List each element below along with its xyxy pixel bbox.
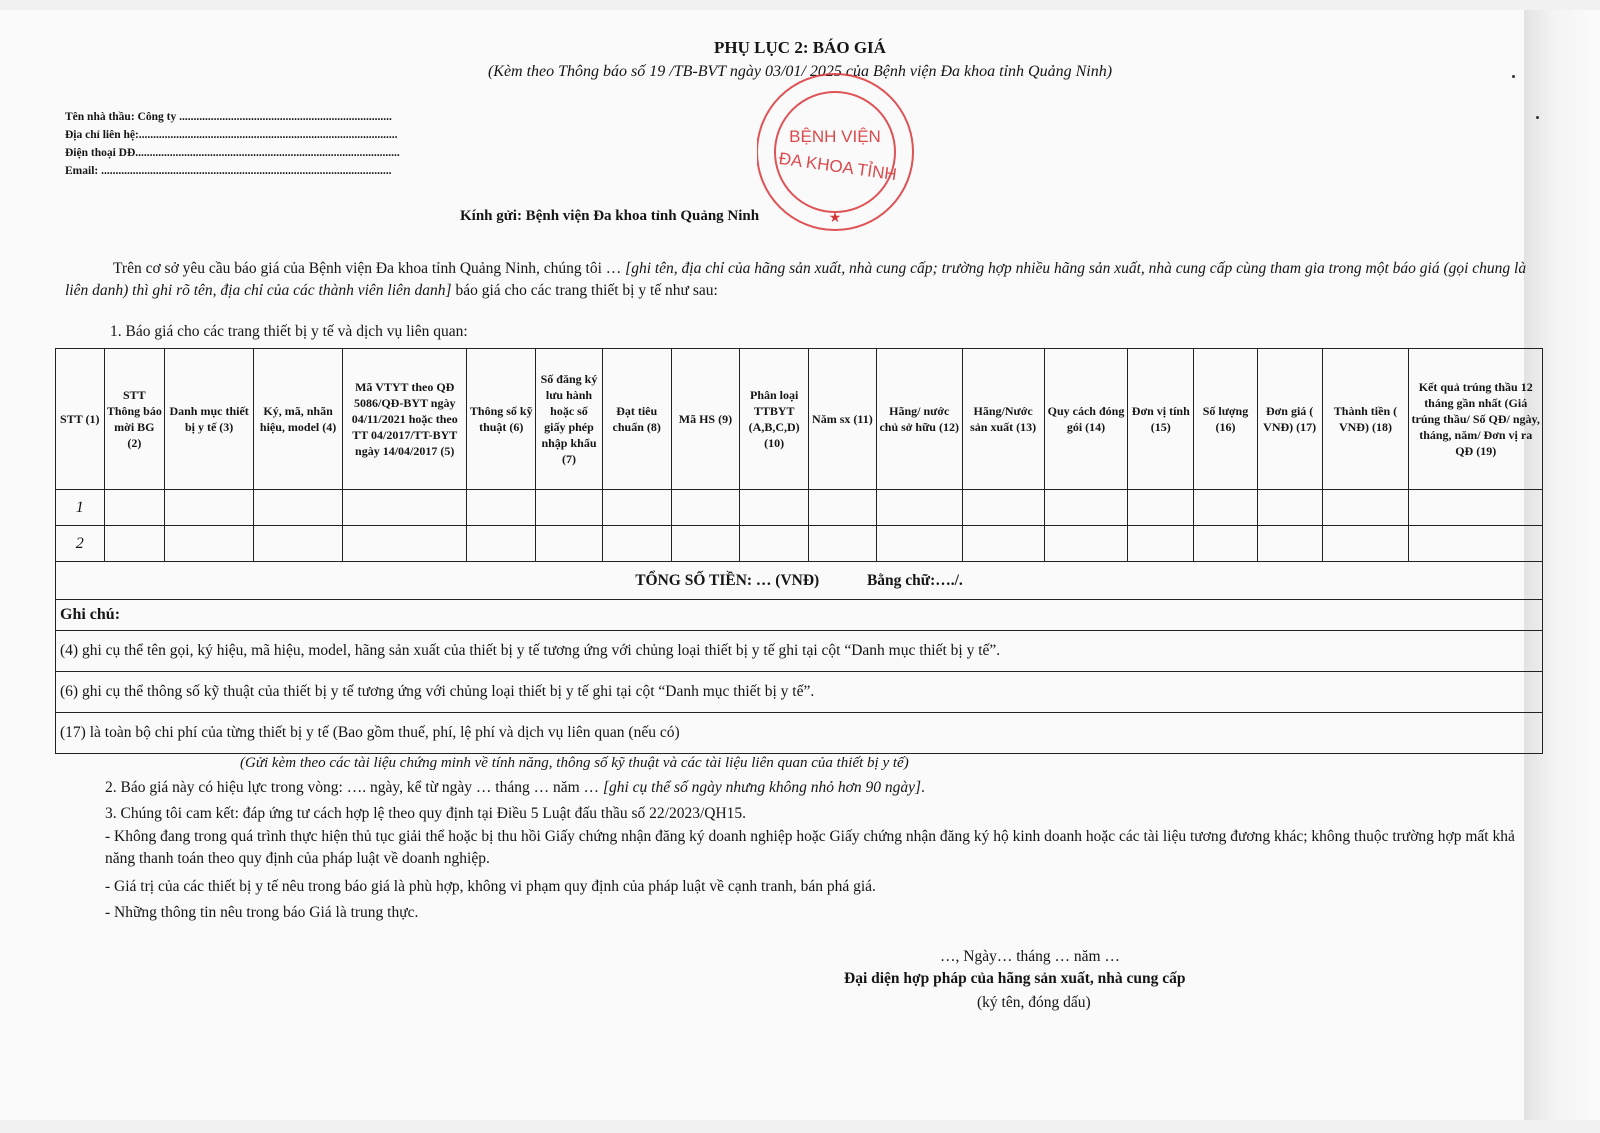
hospital-stamp <box>757 72 927 247</box>
svg-text:★: ★ <box>828 210 842 226</box>
col-header: Đơn giá ( VNĐ) (17) <box>1257 349 1322 490</box>
stamp-line-2: ĐA KHOA TỈNH <box>777 148 898 185</box>
col-header: Đơn vị tính (15) <box>1128 349 1194 490</box>
note-row <box>56 631 1543 672</box>
col-header: STT Thông báo mời BG (2) <box>104 349 165 490</box>
recipient-line: Kính gửi: Bệnh viện Đa khoa tỉnh Quảng Ninh <box>460 208 760 224</box>
col-header: Số lượng (16) <box>1194 349 1258 490</box>
signature-note: (ký tên, đóng dấu) <box>977 994 1091 1011</box>
row-number: 2 <box>56 526 105 562</box>
contractor-line: Tên nhà thầu: Công ty .......................................................................... <box>65 111 392 123</box>
col-header: Năm sx (11) <box>809 349 877 490</box>
intro-instruction: [ghi tên, địa chỉ của hãng sản xuất, nhà cung cấp; trường hợp nhiều hãng sản xuất, nhà cung cấp cùng tham gia trong một báo giá (gọi chung là liên danh) thì ghi rõ tên, địa chỉ của các thành viên liên danh] <box>65 260 1527 299</box>
total-row <box>56 562 1543 600</box>
phone-line: Điện thoại DĐ............................................................................................ <box>65 147 400 159</box>
note-row <box>56 672 1543 713</box>
scan-speck <box>1512 75 1515 78</box>
commitment-item: - Những thông tin nêu trong báo Giá là trung thực. <box>105 904 419 921</box>
note-text: (6) ghi cụ thể thông số kỹ thuật của thiết bị y tế tương ứng với chủng loại thiết bị y tế ghi tại cột “Danh mục thiết bị y tế”. <box>56 672 1543 713</box>
stamp-line-1: BỆNH VIỆN <box>789 127 881 146</box>
scan-speck <box>1536 116 1539 119</box>
email-line: Email: ..................................................................................................... <box>65 165 392 177</box>
contact-block <box>65 108 400 180</box>
total-in-words: Bằng chữ:…./. <box>866 571 963 589</box>
col-header: Ký, mã, nhãn hiệu, model (4) <box>254 349 343 490</box>
col-header: Kết quả trúng thầu 12 tháng gần nhất (Giá trúng thầu/ Số QĐ/ ngày, tháng, năm/ Đơn vị ra QĐ (19) <box>1409 349 1543 490</box>
col-header: STT (1) <box>56 349 105 490</box>
col-header: Số đăng ký lưu hành hoặc số giấy phép nhập khẩu (7) <box>536 349 603 490</box>
document-title: PHỤ LỤC 2: BÁO GIÁ <box>714 38 886 57</box>
col-header: Quy cách đóng gói (14) <box>1044 349 1128 490</box>
notes-title: Ghi chú: <box>56 600 1543 631</box>
note-text: (4) ghi cụ thể tên gọi, ký hiệu, mã hiệu, model, hãng sản xuất của thiết bị y tế tương ứng với chủng loại thiết bị y tế ghi tại cột “Danh mục thiết bị y tế”. <box>56 631 1543 672</box>
table-row <box>56 490 1543 526</box>
notes-heading-row <box>56 600 1543 631</box>
section-1-heading: 1. Báo giá cho các trang thiết bị y tế và dịch vụ liên quan: <box>110 323 468 340</box>
note-row <box>56 713 1543 754</box>
commitment-item: - Không đang trong quá trình thực hiện thủ tục giải thể hoặc bị thu hồi Giấy chứng nhận đăng ký doanh nghiệp hoặc Giấy chứng nhận đăng ký hộ kinh doanh hoặc các tài liệu tương đương khác; không thuộc trường hợp mất khả năng thanh toán theo quy định của pháp luật về doanh nghiệp. <box>105 828 1515 867</box>
col-header: Mã HS (9) <box>671 349 740 490</box>
table-row <box>56 526 1543 562</box>
col-header: Hãng/Nước sản xuất (13) <box>962 349 1044 490</box>
col-header: Danh mục thiết bị y tế (3) <box>165 349 254 490</box>
intro-paragraph: Trên cơ sở yêu cầu báo giá của Bệnh viện Đa khoa tỉnh Quảng Ninh, chúng tôi … [ghi tên, địa chỉ của hãng sản xuất, nhà cung cấp; trường hợp nhiều hãng sản xuất, nhà cung cấp cùng tham gia trong một báo giá (gọi chung là liên danh) thì ghi rõ tên, địa chỉ của các thành viên liên danh] báo giá cho các trang thiết bị y tế như sau: <box>65 260 1527 299</box>
address-line: Địa chỉ liên hệ:.......................................................................................... <box>65 129 398 141</box>
quotation-table <box>55 348 1543 754</box>
validity-line: 2. Báo giá này có hiệu lực trong vòng: …. ngày, kể từ ngày … tháng … năm … [ghi cụ thể số ngày nhưng không nhỏ hơn 90 ngày]. <box>105 779 925 796</box>
note-text: (17) là toàn bộ chi phí của từng thiết bị y tế (Bao gồm thuế, phí, lệ phí và dịch vụ liên quan (nếu có) <box>56 713 1543 754</box>
attachment-note: (Gửi kèm theo các tài liệu chứng minh về tính năng, thông số kỹ thuật và các tài liệu liên quan của thiết bị y tế) <box>240 755 909 771</box>
total-amount: TỔNG SỐ TIỀN: … (VNĐ) <box>635 571 820 589</box>
col-header: Mã VTYT theo QĐ 5086/QĐ-BYT ngày 04/11/2021 hoặc theo TT 04/2017/TT-BYT ngày 14/04/2017 (5) <box>343 349 467 490</box>
commitment-heading: 3. Chúng tôi cam kết: đáp ứng tư cách hợp lệ theo quy định tại Điều 5 Luật đấu thầu số 22/2023/QH15. <box>105 805 747 822</box>
table-header-row <box>56 349 1543 490</box>
col-header: Thông số kỹ thuật (6) <box>467 349 536 490</box>
signature-date: …, Ngày… tháng … năm … <box>940 948 1120 965</box>
signature-title: Đại diện hợp pháp của hãng sản xuất, nhà cung cấp <box>844 970 1186 987</box>
commitment-item: - Giá trị của các thiết bị y tế nêu trong báo giá là phù hợp, không vi phạm quy định của pháp luật về cạnh tranh, bán phá giá. <box>105 878 876 895</box>
col-header: Thành tiền ( VNĐ) (18) <box>1322 349 1409 490</box>
document-subtitle: (Kèm theo Thông báo số 19 /TB-BVT ngày 03/01/ 2025 của Bệnh viện Đa khoa tỉnh Quảng Ninh) <box>487 63 1113 80</box>
col-header: Đạt tiêu chuẩn (8) <box>602 349 671 490</box>
row-number: 1 <box>56 490 105 526</box>
col-header: Phân loại TTBYT (A,B,C,D) (10) <box>740 349 809 490</box>
col-header: Hãng/ nước chủ sở hữu (12) <box>876 349 962 490</box>
